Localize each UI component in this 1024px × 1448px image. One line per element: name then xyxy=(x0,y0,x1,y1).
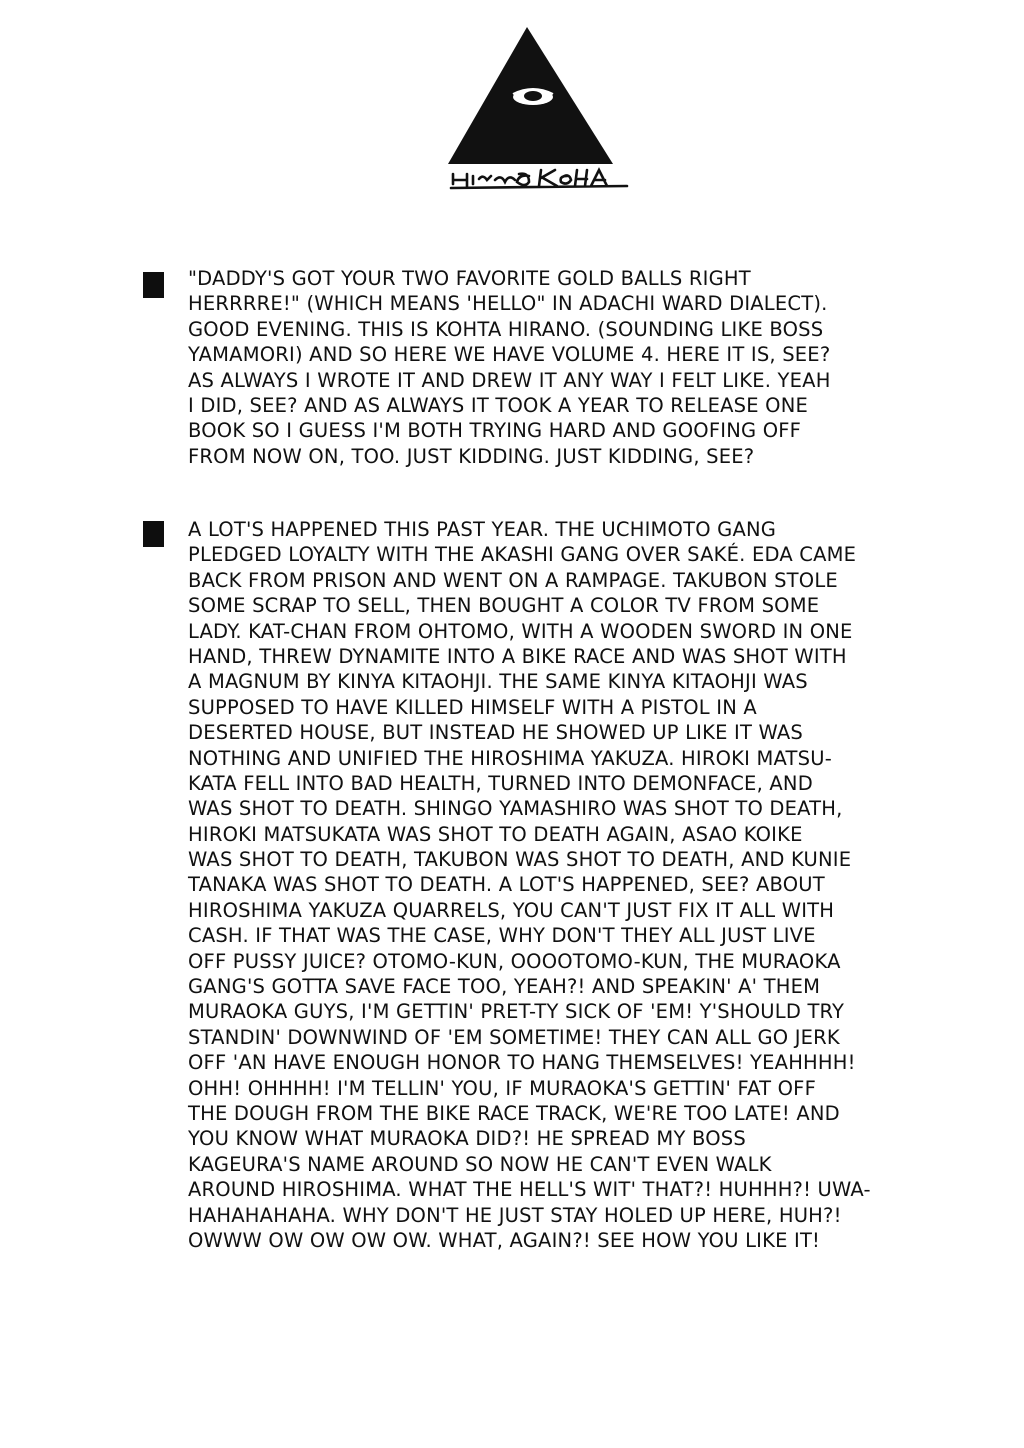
text-line: KAGEURA'S NAME AROUND SO NOW HE CAN'T EVEN WALK xyxy=(188,1152,772,1176)
text-line: AS ALWAYS I WROTE IT AND DREW IT ANY WAY I FELT LIKE. YEAH xyxy=(188,368,831,392)
paragraph-2-text xyxy=(188,517,908,1253)
text-line: "DADDY'S GOT YOUR TWO FAVORITE GOLD BALLS RIGHT xyxy=(188,267,751,290)
paragraph-1-text xyxy=(188,266,908,469)
text-line: STANDIN' DOWNWIND OF 'EM SOMETIME! THEY CAN ALL GO JERK xyxy=(188,1025,840,1049)
text-line: A MAGNUM BY KINYA KITAOHJI. THE SAME KINYA KITAOHJI WAS xyxy=(188,670,808,694)
text-line: AROUND HIROSHIMA. WHAT THE HELL'S WIT' THAT?! HUHHH?! UWA- xyxy=(188,1178,871,1202)
text-line: TANAKA WAS SHOT TO DEATH. A LOT'S HAPPENED, SEE? ABOUT xyxy=(188,873,825,897)
text-line: HERRRRE!" (WHICH MEANS 'HELLO" IN ADACHI WARD DIALECT). xyxy=(188,292,828,316)
text-line: THE DOUGH FROM THE BIKE RACE TRACK, WE'RE TOO LATE! AND xyxy=(188,1101,840,1125)
text-line: KATA FELL INTO BAD HEALTH, TURNED INTO DEMONFACE, AND xyxy=(188,771,813,795)
text-line: NOTHING AND UNIFIED THE HIROSHIMA YAKUZA. HIROKI MATSU- xyxy=(188,746,832,770)
text-line: OFF 'AN HAVE ENOUGH HONOR TO HANG THEMSELVES! YEAHHHH! xyxy=(188,1051,856,1075)
text-line: HAND, THREW DYNAMITE INTO A BIKE RACE AND WAS SHOT WITH xyxy=(188,644,847,668)
bullet-marker xyxy=(143,272,164,298)
text-line: YOU KNOW WHAT MURAOKA DID?! HE SPREAD MY BOSS xyxy=(188,1127,746,1151)
eye-in-triangle-icon xyxy=(445,24,645,200)
text-line: OWWW OW OW OW OW. WHAT, AGAIN?! SEE HOW YOU LIKE IT! xyxy=(188,1228,821,1252)
text-line: A LOT'S HAPPENED THIS PAST YEAR. THE UCHIMOTO GANG xyxy=(188,518,777,541)
text-line: PLEDGED LOYALTY WITH THE AKASHI GANG OVER SAKÉ. EDA CAME xyxy=(188,543,857,567)
text-line: GANG'S GOTTA SAVE FACE TOO, YEAH?! AND SPEAKIN' A' THEM xyxy=(188,975,821,999)
text-line: CASH. IF THAT WAS THE CASE, WHY DON'T THEY ALL JUST LIVE xyxy=(188,924,816,948)
text-line: DESERTED HOUSE, BUT INSTEAD HE SHOWED UP LIKE IT WAS xyxy=(188,721,803,745)
text-line: GOOD EVENING. THIS IS KOHTA HIRANO. (SOUNDING LIKE BOSS xyxy=(188,317,824,341)
text-line: HAHAHAHAHA. WHY DON'T HE JUST STAY HOLED UP HERE, HUH?! xyxy=(188,1203,842,1227)
text-line: BOOK SO I GUESS I'M BOTH TRYING HARD AND GOOFING OFF xyxy=(188,419,802,443)
bullet-marker xyxy=(143,521,164,547)
text-line: WAS SHOT TO DEATH. SHINGO YAMASHIRO WAS SHOT TO DEATH, xyxy=(188,797,843,821)
text-line: I DID, SEE? AND AS ALWAYS IT TOOK A YEAR TO RELEASE ONE xyxy=(188,393,809,417)
text-line: OFF PUSSY JUICE? OTOMO-KUN, OOOOTOMO-KUN, THE MURAOKA xyxy=(188,949,841,973)
text-line: HIROSHIMA YAKUZA QUARRELS, YOU CAN'T JUST FIX IT ALL WITH xyxy=(188,898,835,922)
text-line: LADY. KAT-CHAN FROM OHTOMO, WITH A WOODEN SWORD IN ONE xyxy=(188,619,853,643)
text-line: MURAOKA GUYS, I'M GETTIN' PRET-TY SICK OF 'EM! Y'SHOULD TRY xyxy=(188,1000,845,1024)
text-line: FROM NOW ON, TOO. JUST KIDDING. JUST KIDDING, SEE? xyxy=(188,444,755,468)
text-line: SOME SCRAP TO SELL, THEN BOUGHT A COLOR TV FROM SOME xyxy=(188,594,820,618)
text-line: BACK FROM PRISON AND WENT ON A RAMPAGE. TAKUBON STOLE xyxy=(188,568,838,592)
author-logo xyxy=(445,24,645,200)
text-line: WAS SHOT TO DEATH, TAKUBON WAS SHOT TO DEATH, AND KUNIE xyxy=(188,848,852,872)
text-line: YAMAMORI) AND SO HERE WE HAVE VOLUME 4. HERE IT IS, SEE? xyxy=(188,343,831,367)
text-line: HIROKI MATSUKATA WAS SHOT TO DEATH AGAIN, ASAO KOIKE xyxy=(188,822,803,846)
text-line: SUPPOSED TO HAVE KILLED HIMSELF WITH A PISTOL IN A xyxy=(188,695,757,719)
text-line: OHH! OHHHH! I'M TELLIN' YOU, IF MURAOKA'S GETTIN' FAT OFF xyxy=(188,1076,817,1100)
